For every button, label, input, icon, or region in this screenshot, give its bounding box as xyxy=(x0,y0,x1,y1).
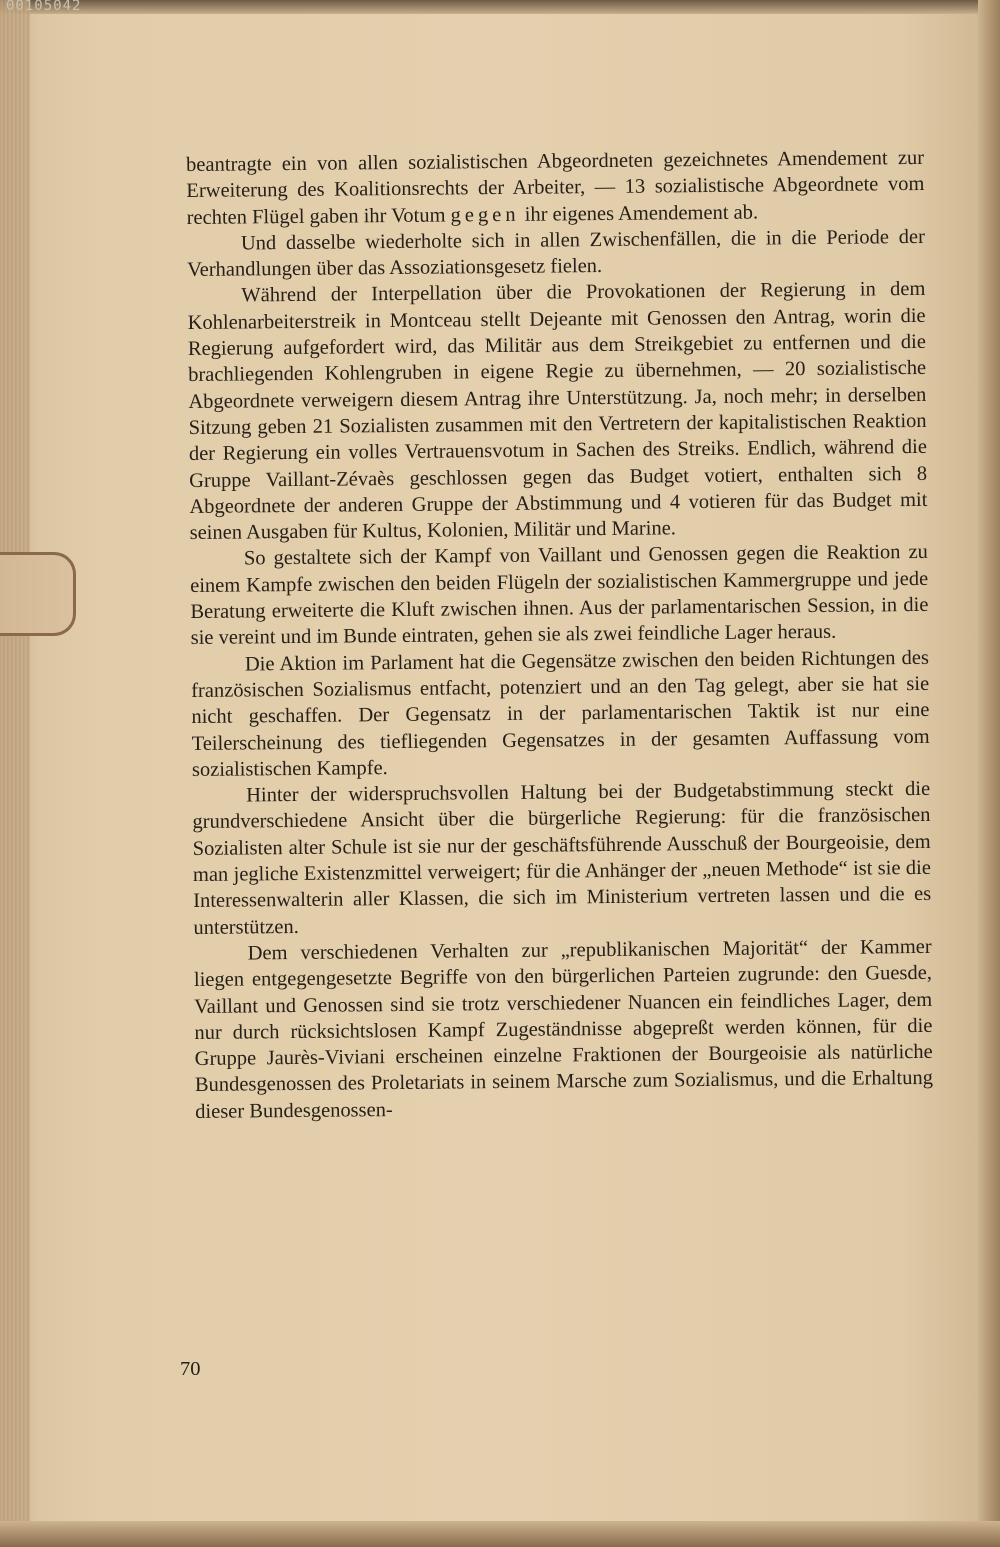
paragraph xyxy=(190,539,929,651)
paragraph-text: So gestaltete sich der Kampf von Vaillant und Genossen gegen die Reaktion zu einem Kampfe zwischen den beiden Flügeln der sozialistischen Kammergruppe und jede Beratung erweiterte die Kluft zwischen ihnen. Aus der parlamentarischen Session, in die sie vereint und im Bunde eintraten, gehen sie als zwei feindliche Lager heraus. xyxy=(190,541,929,650)
paragraph-text: ihr eigenes Amendement ab. xyxy=(519,201,759,226)
paragraph xyxy=(187,224,925,284)
paragraph-text: Und dasselbe wiederholte sich in allen Zwischenfällen, die in die Periode der Verhandlungen über das Assoziationsgesetz fielen. xyxy=(187,225,925,282)
bookmark-tab xyxy=(0,552,76,636)
paragraph xyxy=(192,776,931,941)
body-text xyxy=(186,145,933,1125)
paragraph-text: Während der Interpellation über die Provokationen der Regierung in dem Kohlenarbeiterstreik in Montceau stellt Dejeante mit Genossen den Antrag, worin die Regierung aufgefordert wird, das Militär aus dem Streikgebiet zu entfernen und die brachliegenden Kohlengruben in eigene Regie zu übernehmen, — 20 sozialistische Abgeordnete verweigern diesem Antrag ihre Unterstützung. Ja, noch mehr; in derselben Sitzung geben 21 Sozialisten zusammen mit den Vertretern der kapitalistischen Reaktion der Regierung ein volles Vertrauensvotum in Sachen des Streiks. Endlich, während die Gruppe Vaillant-Zévaès geschlossen gegen das Budget votiert, enthalten sich 8 Abgeordnete der anderen Gruppe der Abstimmung und 4 votieren für das Budget mit seinen Ausgaben für Kultus, Kolonien, Militär und Marine. xyxy=(187,278,928,545)
scan-id-label: 00105042 xyxy=(6,0,82,14)
paragraph xyxy=(187,276,927,546)
paragraph-text: Dem verschiedenen Verhalten zur „republikanischen Majorität“ der Kammer liegen entgegengesetzte Begriffe von den bürgerlichen Parteien zugrunde: den Guesde, Vaillant und Genossen sind sie trotz verschiedener Nuancen ein feindliches Lager, dem nur durch rücksichtslosen Kampf Zugeständnisse abgepreßt werden können, für die Gruppe Jaurès-Viviani erscheinen einzelne Fraktionen der Bourgeoisie als natürliche Bundesgenossen des Proletariats in seinem Marsche zum Sozialismus, und die Erhaltung dieser Bundesgenossen- xyxy=(193,935,934,1123)
paragraph-text: Hinter der widerspruchsvollen Haltung bei der Budgetabstimmung steckt die grundverschiedene Ansicht über die bürgerliche Regierung: für die französischen Sozialisten alter Schule ist sie nur der geschäftsführende Ausschuß der Bourgeoisie, dem man jegliche Existenzmittel verweigert; für die Anhänger der „neuen Methode“ ist sie die Interessenwalterin aller Klassen, die sich im Ministerium vertreten lassen und die es unterstützen. xyxy=(192,778,932,939)
emphasized-text: gegen xyxy=(450,203,520,227)
page-number: 70 xyxy=(180,1358,201,1380)
page-left-edge xyxy=(0,0,30,1547)
page-top-edge xyxy=(0,0,1000,14)
page-bottom-edge xyxy=(0,1521,1000,1547)
paragraph-text: Die Aktion im Parlament hat die Gegensätze zwischen den beiden Richtungen des französischen Sozialismus entfacht, potenziert und an den Tag gelegt, aber sie hat sie nicht geschaffen. Der Gegensatz in der parlamentarischen Taktik ist nur eine Teilerscheinung des tiefliegenden Gegensatzes in der gesamten Auffassung vom sozialistischen Kampfe. xyxy=(191,646,930,781)
paragraph xyxy=(194,934,934,1125)
paragraph xyxy=(191,645,930,784)
paragraph-text: beantragte ein von allen sozialistischen Abgeordneten gezeichnetes Amendement zur Erweiterung des Koalitionsrechts der Arbeiter, — 13 sozialistische Abgeordnete vom rechten Flügel gaben ihr Votum xyxy=(186,146,925,229)
paragraph xyxy=(186,145,925,231)
page-right-edge xyxy=(978,0,1000,1547)
